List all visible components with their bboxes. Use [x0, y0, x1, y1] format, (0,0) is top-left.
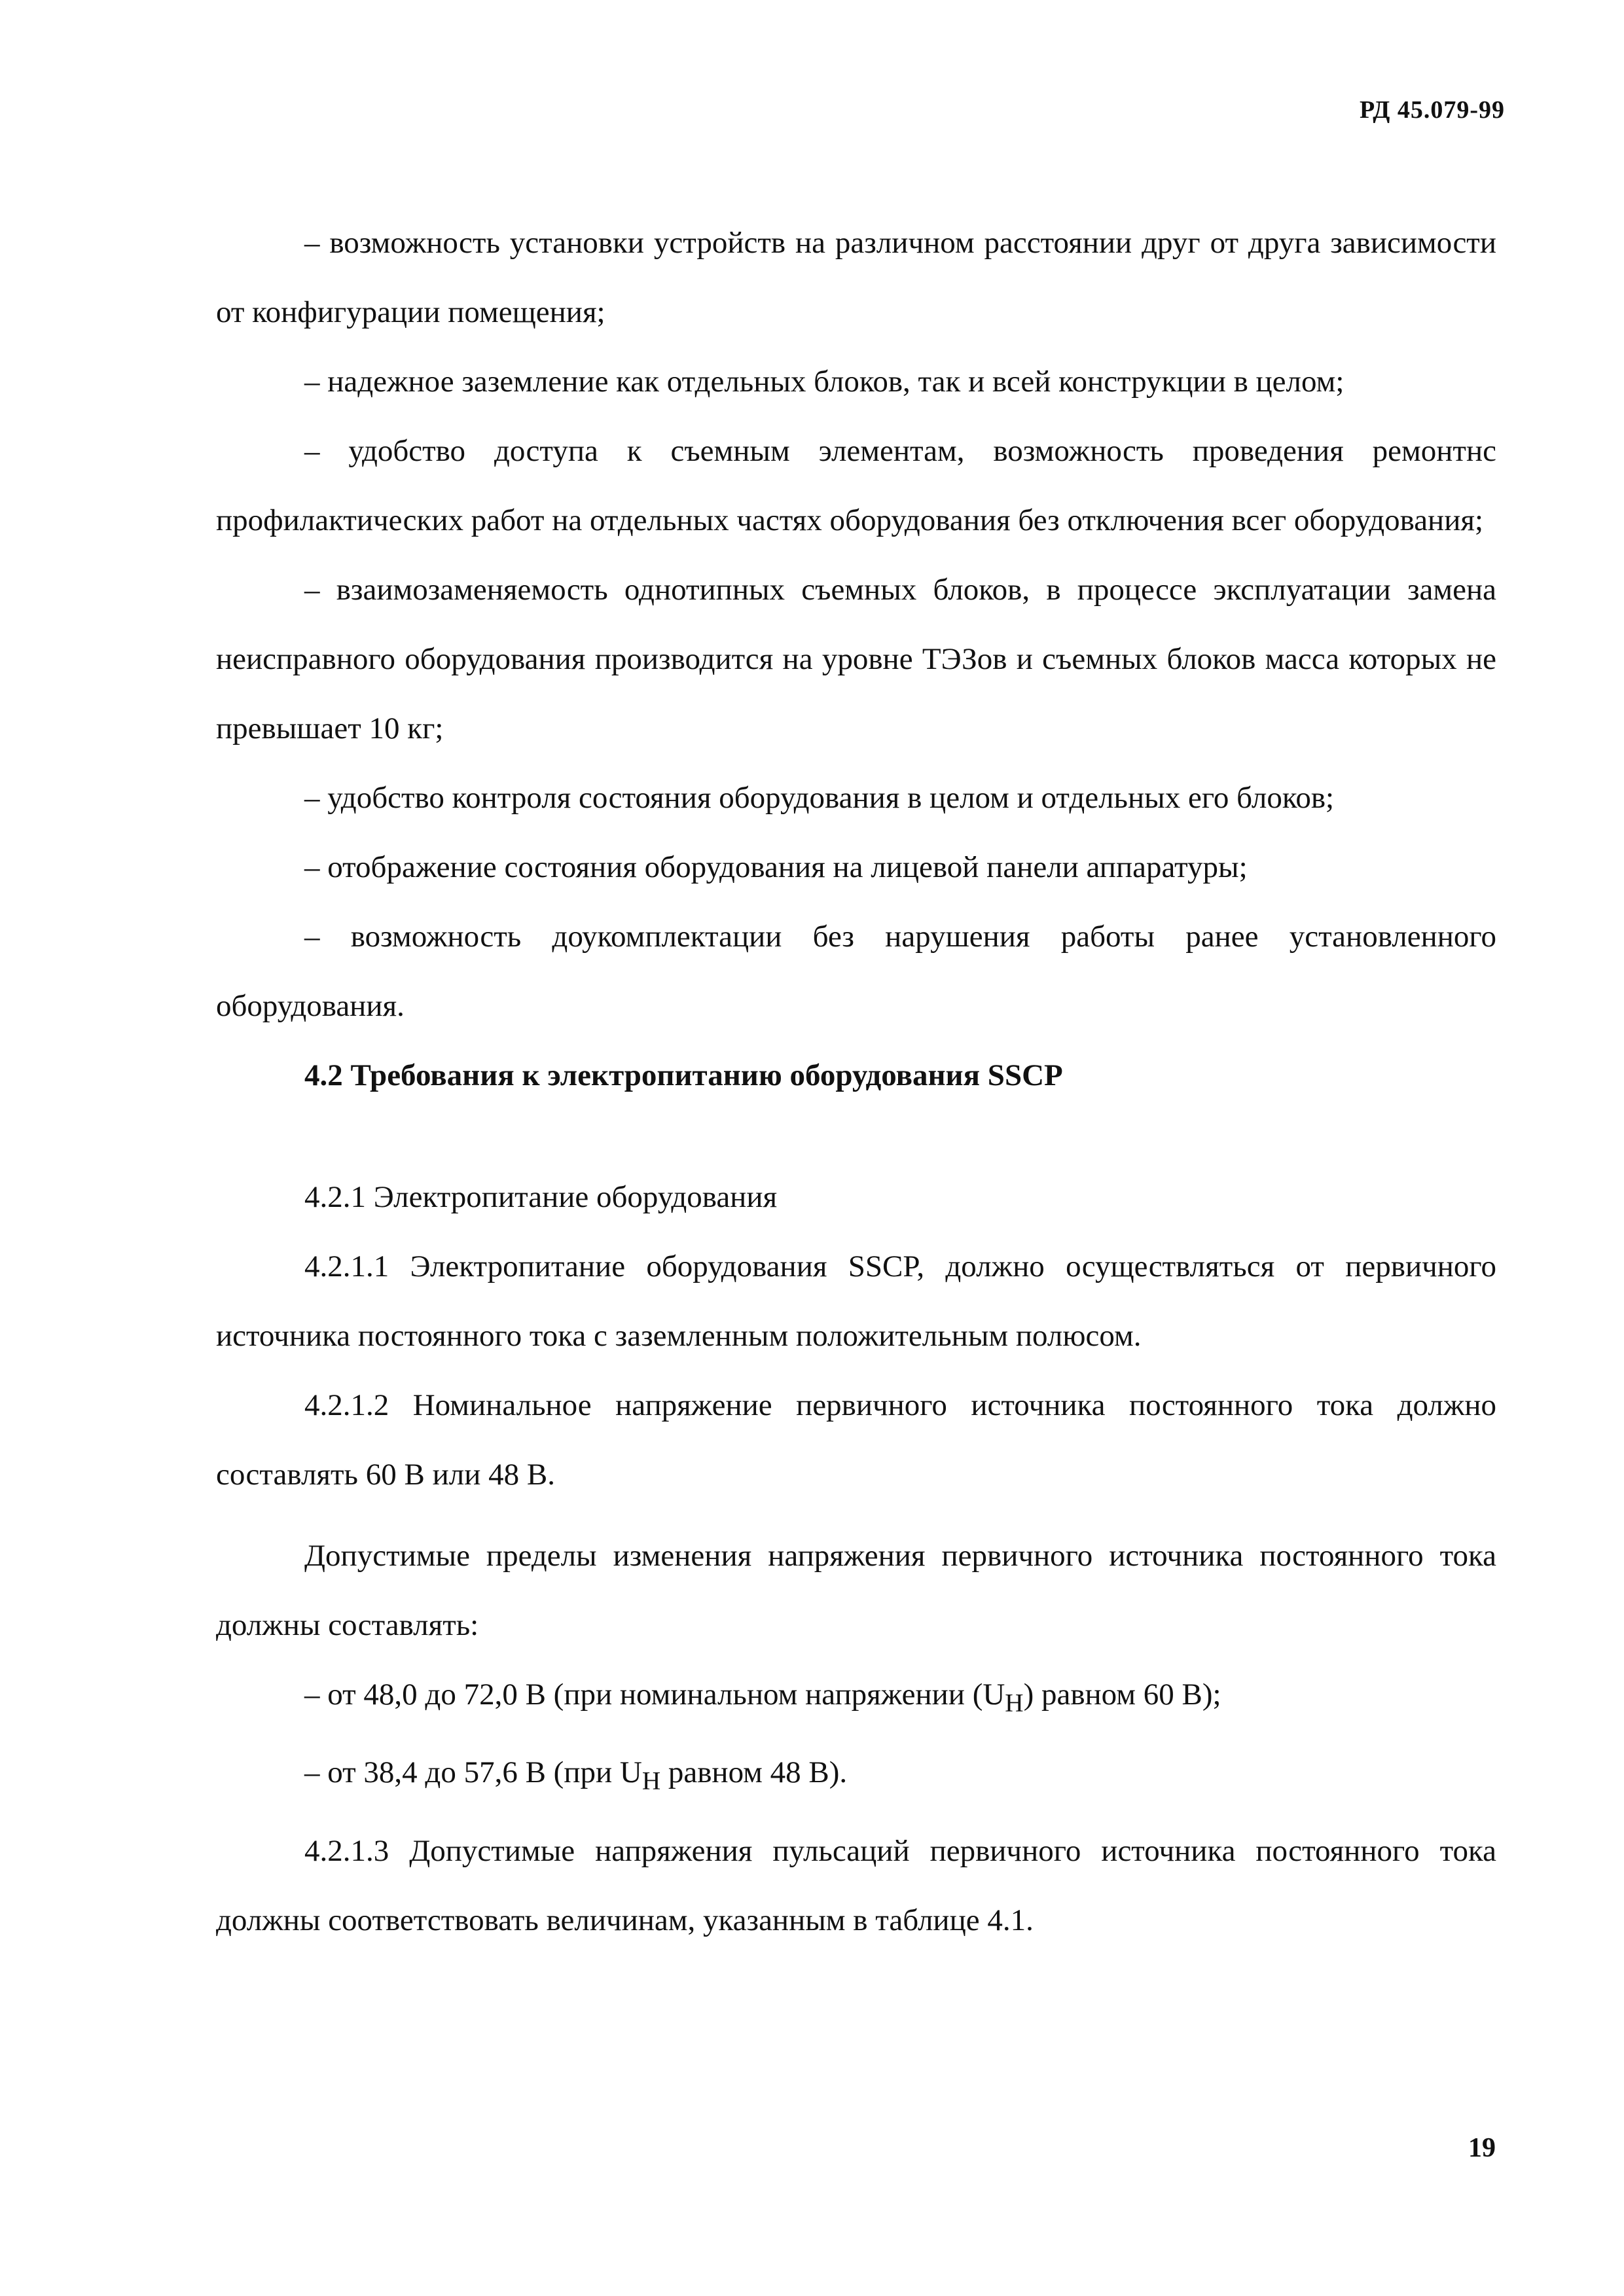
list-item: – удобство контроля состояния оборудования в целом и отдельных его блоков;	[304, 781, 1335, 815]
limit-text: – от 48,0 до 72,0 В (при номинальном напряжении (U	[304, 1677, 1005, 1712]
subsection-heading: 4.2.1 Электропитание оборудования	[304, 1180, 778, 1214]
paragraph-4-2-1-1: 4.2.1.1 Электропитание оборудования SSCP, должно осуществляться от первичного источника постоянного тока с заземленным положительным полюсом.	[216, 1249, 1496, 1353]
list-item: – надежное заземление как отдельных блоков, так и всей конструкции в целом;	[304, 365, 1344, 399]
paragraph-4-2-1-2: 4.2.1.2 Номинальное напряжение первичного источника постоянного тока должно составлять 60 В или 48 В.	[216, 1388, 1496, 1492]
limit-text: – от 38,4 до 57,6 В (при U	[304, 1755, 642, 1790]
list-item: – отображение состояния оборудования на лицевой панели аппаратуры;	[304, 850, 1248, 884]
list-item-limit-48v	[216, 1738, 1496, 1816]
subscript-n: Н	[1005, 1689, 1024, 1717]
section-heading: 4.2 Требования к электропитанию оборудования SSCP	[304, 1058, 1063, 1092]
subscript-n: Н	[641, 1767, 661, 1795]
page-body	[216, 208, 1496, 1955]
limit-text: равном 48 В).	[660, 1755, 848, 1790]
list-item: – взаимозаменяемость однотипных съемных блоков, в процессе эксплуатации замена неисправного оборудования производится на уровне ТЭЗов и съемных блоков масса которых не превышает 10 кг;	[216, 573, 1496, 745]
list-item: – удобство доступа к съемным элементам, возможность проведения ремонтнс профилактических работ на отдельных частях оборудования без отключения всег оборудования;	[216, 434, 1496, 537]
list-item-limit-60v	[216, 1660, 1496, 1738]
paragraph-voltage-limits: Допустимые пределы изменения напряжения первичного источника постоянного тока должны составлять:	[216, 1539, 1496, 1642]
document-code: РД 45.079-99	[1360, 96, 1505, 124]
page-number: 19	[1468, 2133, 1496, 2163]
paragraph-4-2-1-3: 4.2.1.3 Допустимые напряжения пульсаций первичного источника постоянного тока должны соответствовать величинам, указанным в таблице 4.1.	[216, 1833, 1496, 1937]
list-item: – возможность установки устройств на различном расстоянии друг от друга зависимости от конфигурации помещения;	[216, 226, 1496, 329]
list-item: – возможность доукомплектации без нарушения работы ранее установленного оборудования.	[216, 920, 1496, 1023]
limit-text: ) равном 60 В);	[1023, 1677, 1221, 1712]
